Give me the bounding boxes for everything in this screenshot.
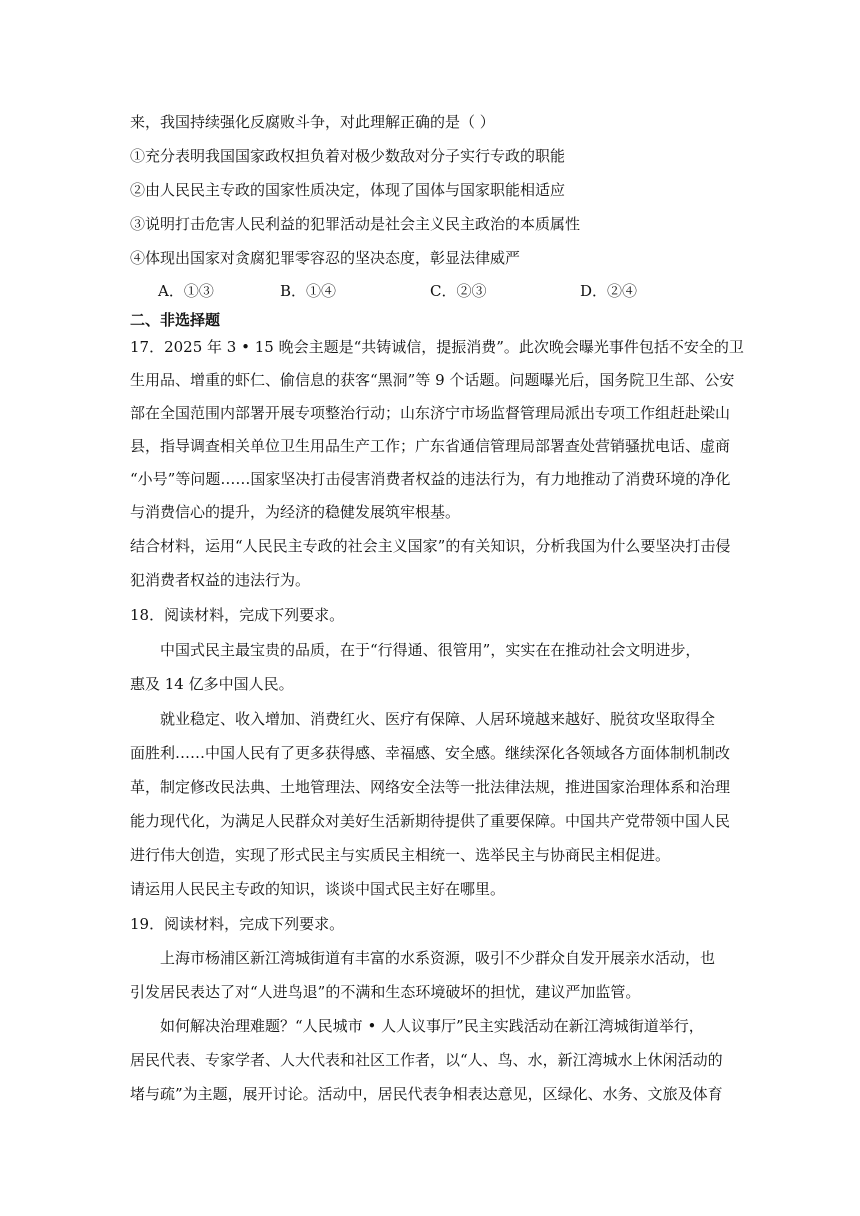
q17-line: “小号”等问题……国家坚决打击侵害消费者权益的违法行为，有力地推动了消费环境的净化	[130, 470, 731, 488]
q16-statement-2: ②由人民民主专政的国家性质决定，体现了国体与国家职能相适应	[130, 181, 566, 199]
q17-question-line: 犯消费者权益的违法行为。	[130, 571, 311, 589]
q19-material-line: 如何解决治理难题？“人民城市 • 人人议事厅”民主实践活动在新江湾城街道举行，	[160, 1017, 704, 1035]
q18-material-line: 革，制定修改民法典、土地管理法、网络安全法等一批法律法规，推进国家治理体系和治理	[130, 778, 731, 796]
q16-statement-3: ③说明打击危害人民利益的犯罪活动是社会主义民主政治的本质属性	[130, 215, 581, 233]
q17-line: 17．2025 年 3 • 15 晚会主题是“共铸诚信，提振消费”。此次晚会曝光事件包括不安全的卫	[130, 338, 744, 356]
q17-question-line: 结合材料，运用“人民民主专政的社会主义国家”的有关知识，分析我国为什么要坚决打击侵	[130, 537, 731, 555]
q16-statement-4: ④体现出国家对贪腐犯罪零容忍的坚决态度，彰显法律威严	[130, 249, 521, 267]
q18-question: 请运用人民民主专政的知识，谈谈中国式民主好在哪里。	[130, 880, 506, 898]
q18-title: 18．阅读材料，完成下列要求。	[130, 606, 345, 624]
q16-stem: 来，我国持续强化反腐败斗争，对此理解正确的是（ ）	[130, 113, 495, 131]
q18-material-line: 惠及 14 亿多中国人民。	[130, 675, 294, 693]
q18-material-line: 就业稳定、收入增加、消费红火、医疗有保障、人居环境越来越好、脱贫攻坚取得全	[160, 710, 716, 728]
q17-line: 与消费信心的提升，为经济的稳健发展筑牢根基。	[130, 503, 461, 521]
q19-material-line: 居民代表、专家学者、人大代表和社区工作者，以“人、鸟、水，新江湾城水上休闲活动的	[130, 1051, 723, 1069]
q16-option-a: A．①③	[158, 282, 214, 300]
q19-material-line: 堵与疏”为主题，展开讨论。活动中，居民代表争相表达意见，区绿化、水务、文旅及体育	[130, 1085, 723, 1103]
q16-option-d: D．②④	[580, 282, 638, 300]
q18-material-line: 能力现代化，为满足人民群众对美好生活新期待提供了重要保障。中国共产党带领中国人民	[130, 812, 731, 830]
q16-statement-1: ①充分表明我国国家政权担负着对极少数敌对分子实行专政的职能	[130, 147, 566, 165]
section-heading: 二、非选择题	[130, 311, 221, 329]
q19-material-line: 上海市杨浦区新江湾城街道有丰富的水系资源，吸引不少群众自发开展亲水活动，也	[160, 949, 716, 967]
q16-option-c: C．②③	[430, 282, 487, 300]
q17-line: 生用品、增重的虾仁、偷信息的获客“黑洞”等 9 个话题。问题曝光后，国务院卫生部、公安	[130, 371, 735, 389]
q19-title: 19．阅读材料，完成下列要求。	[130, 915, 345, 933]
q18-material-line: 面胜利……中国人民有了更多获得感、幸福感、安全感。继续深化各领域各方面体制机制改	[130, 744, 731, 762]
q17-line: 部在全国范围内部署开展专项整治行动；山东济宁市场监督管理局派出专项工作组赶赴梁山	[130, 404, 731, 422]
q19-material-line: 引发居民表达了对“人进鸟退”的不满和生态环境破坏的担忧，建议严加监管。	[130, 983, 641, 1001]
q17-line: 县，指导调查相关单位卫生用品生产工作；广东省通信管理局部署查处营销骚扰电话、虚商	[130, 437, 731, 455]
q16-option-b: B．①④	[280, 282, 337, 300]
q18-material-line: 中国式民主最宝贵的品质，在于“行得通、很管用”，实实在在推动社会文明进步，	[160, 641, 701, 659]
q18-material-line: 进行伟大创造，实现了形式民主与实质民主相统一、选举民主与协商民主相促进。	[130, 846, 671, 864]
